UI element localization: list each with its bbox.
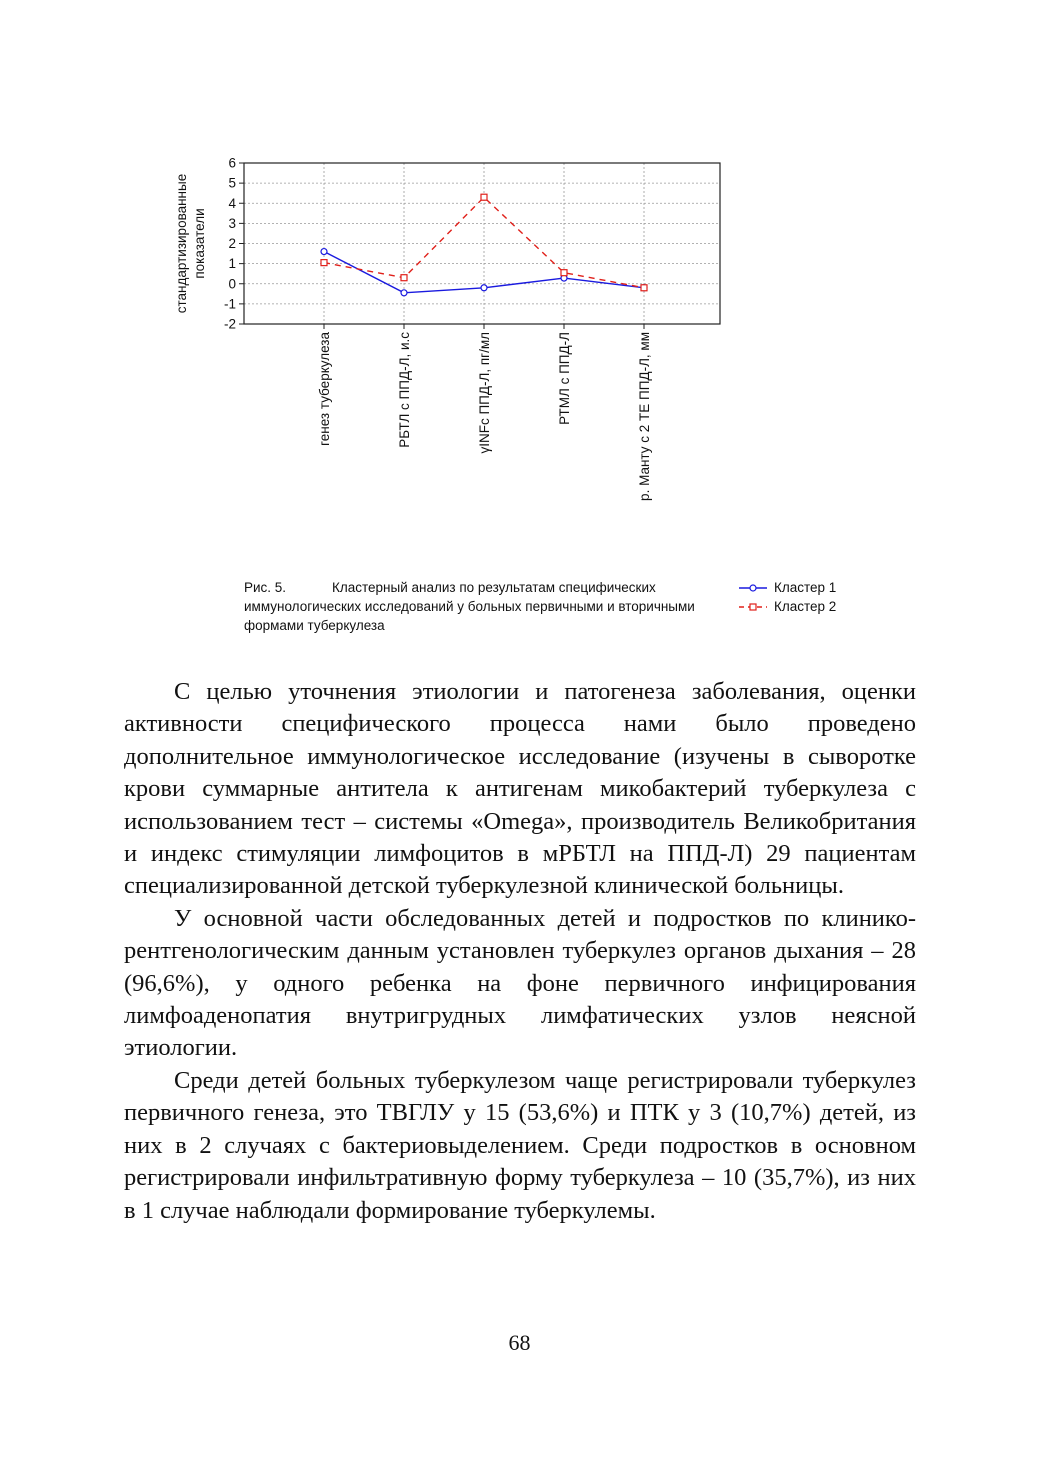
y-tick-label: 2 xyxy=(228,236,236,251)
legend-label: Кластер 1 xyxy=(774,580,837,595)
y-tick-label: 1 xyxy=(228,256,236,272)
figure-caption xyxy=(244,578,724,635)
data-point xyxy=(321,260,327,266)
x-tick-label: РБТЛ с ППД-Л, и.с xyxy=(397,332,412,448)
chart-grid xyxy=(244,163,720,324)
x-tick-labels xyxy=(317,324,652,501)
y-tick-label: 6 xyxy=(228,155,236,171)
page-number: 68 xyxy=(508,1330,531,1355)
data-point xyxy=(641,285,647,291)
paragraph: С целью уточнения этиологии и патогенеза заболевания, оценки активности специфического процесса нами было проведено дополнительное иммунологическое исследование (изучены в сыворотке крови суммарные антитела к антигенам микобактерий туберкулеза с использованием тест – системы «Omega», производитель Великобритания и индекс стимуляции лимфоцитов в мРБТЛ на ППД-Л) 29 пациентам специализированной детской туберкулезной клинической больницы. xyxy=(124,678,916,900)
cluster-line-chart xyxy=(0,0,1039,560)
caption-text: Кластерный анализ по результатам специфических иммунологических исследований у больных первичными и вторичными формами туберкулеза xyxy=(244,580,695,633)
body-text xyxy=(124,676,916,1227)
caption-label: Рис. 5. xyxy=(244,580,287,595)
x-tick-label: γINFc ППД-Л, пг/мл xyxy=(477,332,492,454)
y-tick-label: 3 xyxy=(228,215,236,231)
chart-legend xyxy=(738,578,836,616)
x-tick-label: генез туберкулеза xyxy=(317,332,332,446)
y-tick-label: 5 xyxy=(228,175,236,191)
y-tick-labels xyxy=(224,156,244,332)
legend-line-solid-icon xyxy=(738,582,768,594)
data-point xyxy=(481,194,487,200)
y-tick-label: 0 xyxy=(228,276,236,292)
series-line-2 xyxy=(324,197,644,288)
legend-item-cluster-1 xyxy=(738,578,836,597)
data-point xyxy=(401,275,407,281)
y-axis-label-line: показатели xyxy=(192,208,207,279)
data-point xyxy=(321,249,327,255)
y-tick-label: -1 xyxy=(223,296,236,312)
y-axis-label xyxy=(174,174,207,313)
y-tick-label: -2 xyxy=(223,316,236,332)
x-tick-label: р. Манту с 2 ТЕ ППД-Л, мм xyxy=(637,332,652,501)
y-axis-label-line: стандартизированные xyxy=(174,173,189,314)
paragraph: Среди детей больных туберкулезом чаще регистрировали туберкулез первичного генеза, это ТВГЛУ у 15 (53,6%) и ПТК у 3 (10,7%) детей, из них в 2 случаях с бактериовыделением. Среди подростков в основном регистрировали инфильтративную форму туберкулеза – 10 (35,7%), из них в 1 случае наблюдали формирование туберкулемы. xyxy=(124,1066,916,1224)
legend-label: Кластер 2 xyxy=(774,599,837,614)
legend-line-dashed-icon xyxy=(738,601,768,613)
x-tick-label: РТМЛ с ППД-Л xyxy=(557,332,572,425)
data-point xyxy=(481,285,487,291)
data-point xyxy=(401,290,407,296)
y-tick-label: 4 xyxy=(228,195,236,211)
paragraph: У основной части обследованных детей и подростков по клинико-рентгенологическим данным установлен туберкулез органов дыхания – 28 (96,6%), у одного ребенка на фоне первичного инфицирования лимфоаденопатия внутригрудных лимфатических узлов неясной этиологии. xyxy=(124,904,916,1062)
legend-item-cluster-2 xyxy=(738,597,836,616)
data-point xyxy=(561,270,567,276)
